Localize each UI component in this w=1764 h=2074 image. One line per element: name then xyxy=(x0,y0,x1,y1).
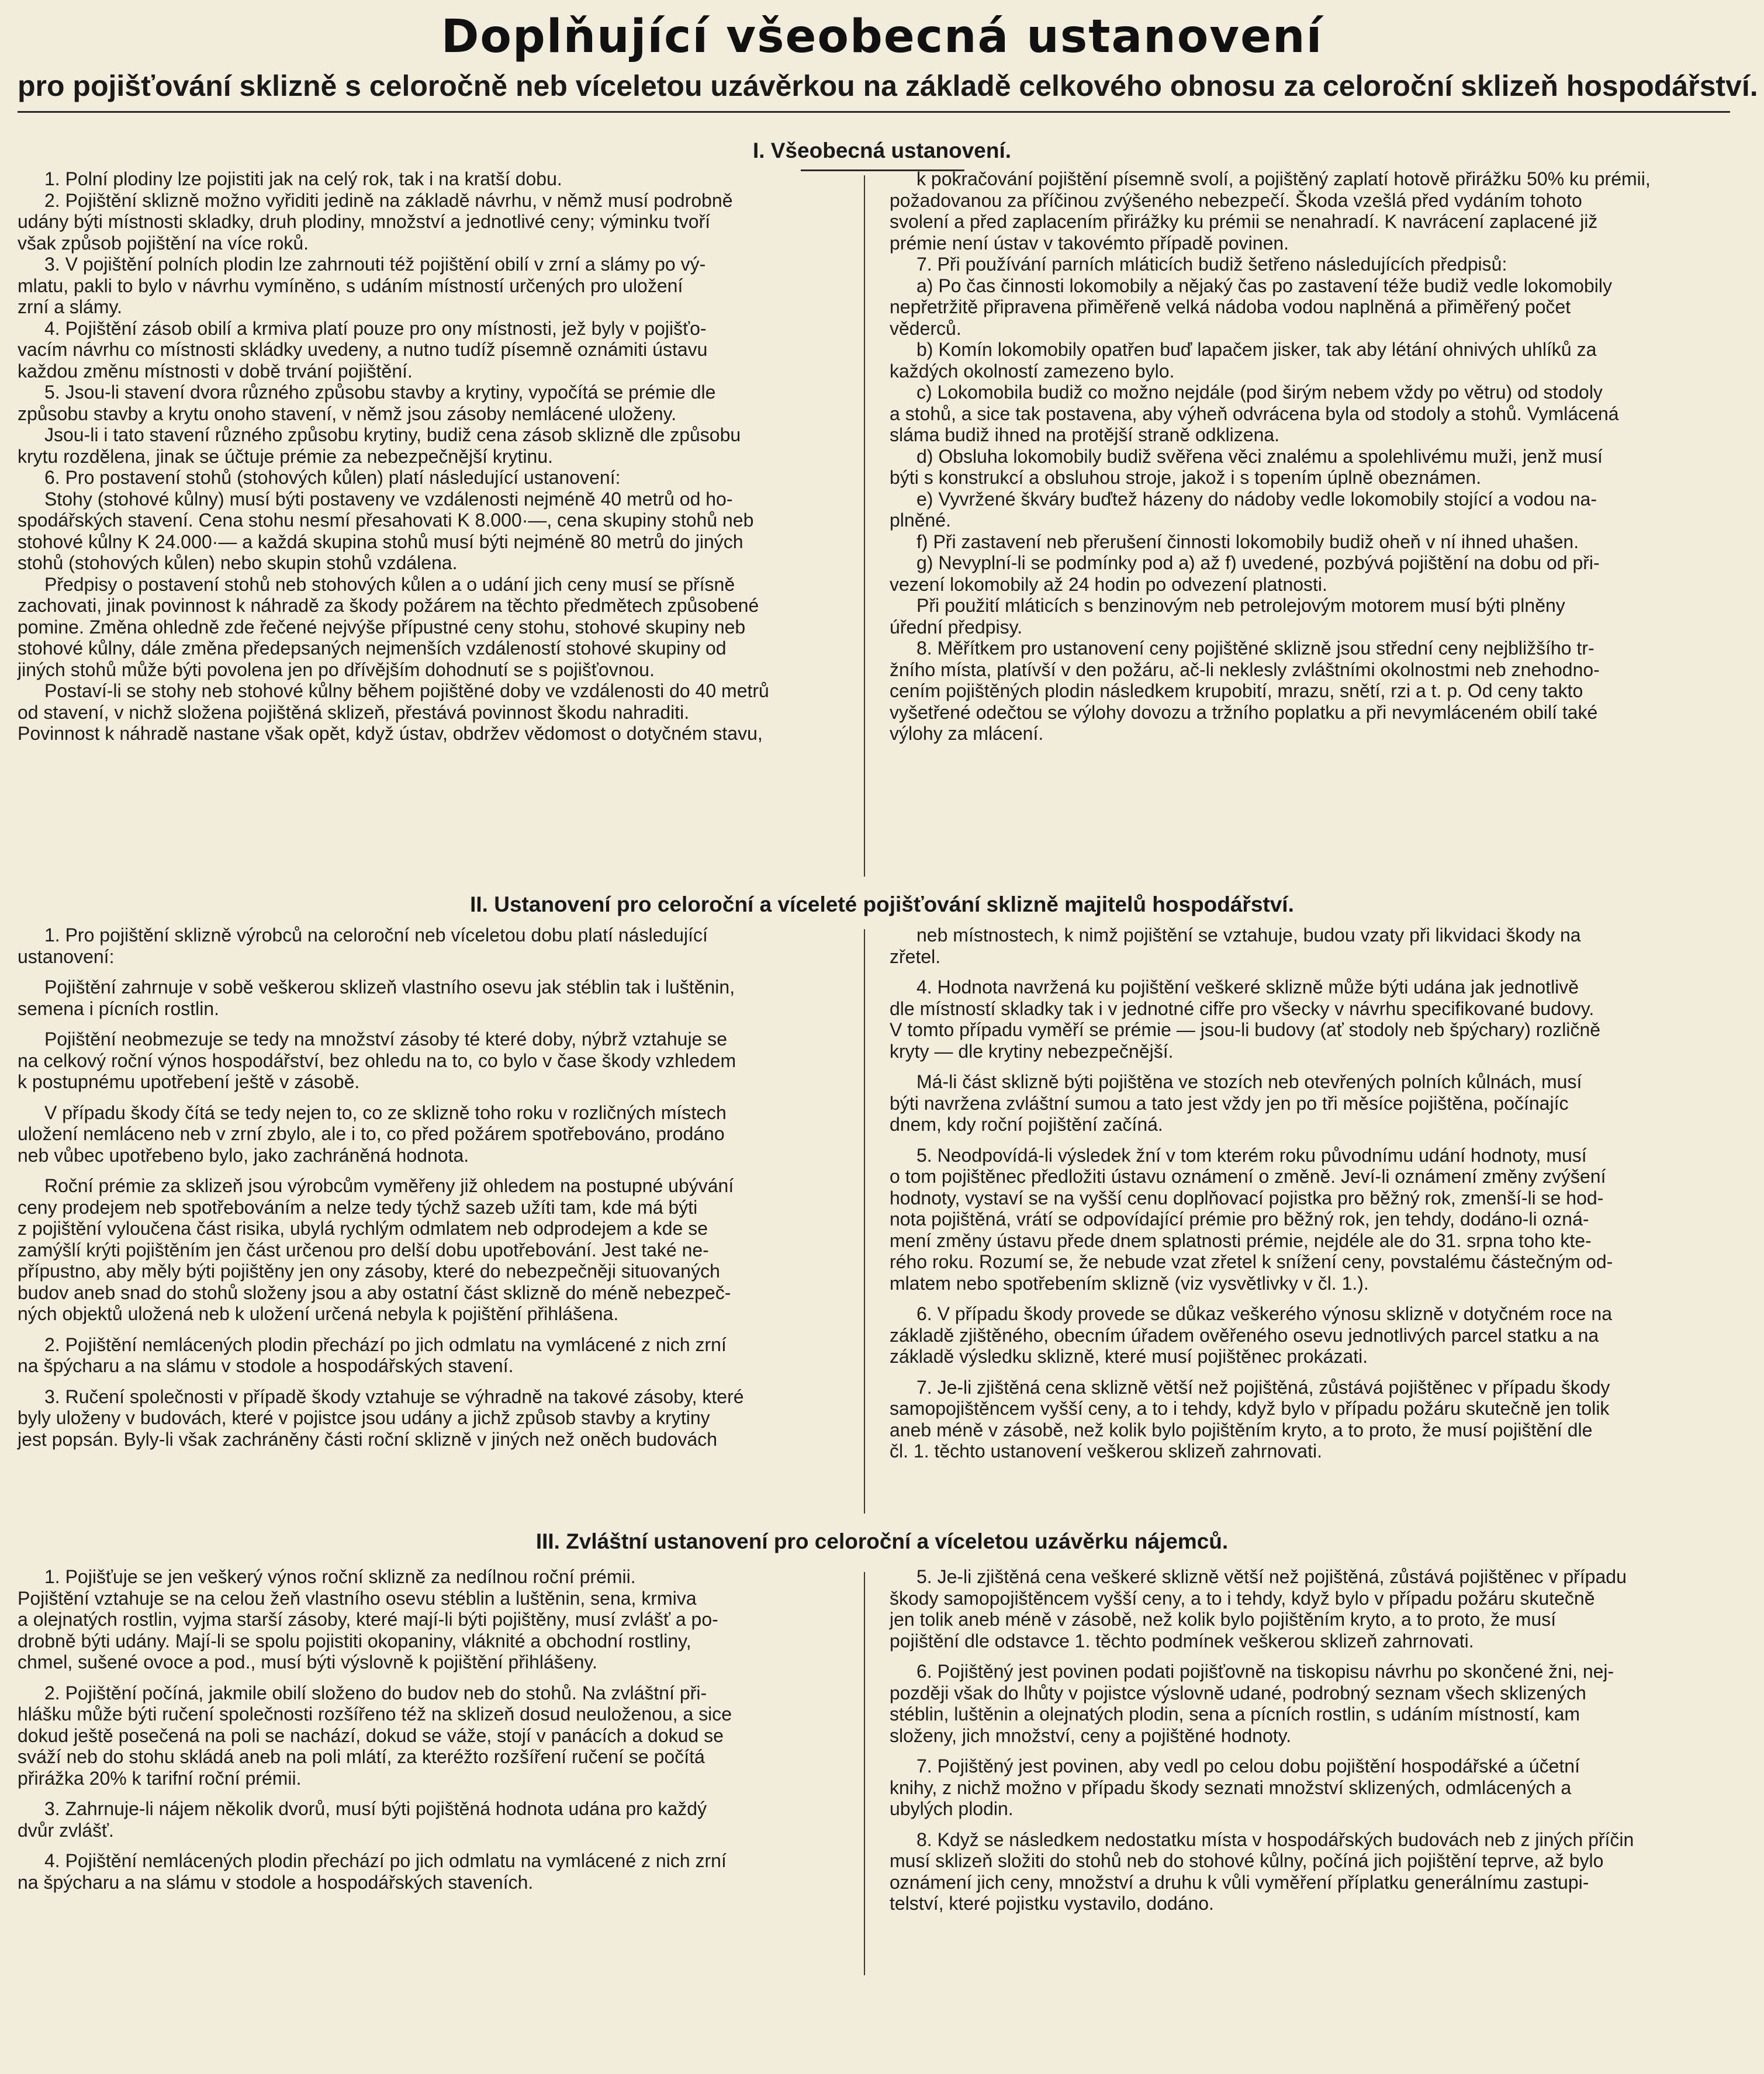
section-3-left-paragraph: 4. Pojištění nemlácených plodin přechází po jich odmlatu na vymlácené z nich zrní na špýcharu a na slámu v stodole a hospodářských staveních. xyxy=(18,1850,727,1893)
section-3-right-paragraph: 5. Je-li zjištěná cena veškeré sklizně větší než pojištěná, zůstává pojištěnec v případu škody samopojištěncem vyšší ceny, a to i tehdy, když bylo v případu požáru skutečně jen tolik aneb méně v zásobě, než kolik bylo pojištěním kryto, a to proto, že musí pojištění dle odstavce 1. těchto podmínek veškerou sklizeň zahrnovati. xyxy=(890,1566,1627,1651)
section-3-right-paragraph: 7. Pojištěný jest povinen, aby vedl po celou dobu pojištění hospodářské a účetní knihy, z nichž možno v případu škody seznati množství sklizených, odmlácených a ubylých plodin. xyxy=(890,1756,1580,1819)
section-3-heading: III. Zvláštní ustanovení pro celoroční a víceletou uzávěrku nájemců. xyxy=(535,1529,1229,1553)
section-1-right-paragraph: k pokračování pojištění písemně svolí, a pojištěný zaplatí hotově přirážku 50% ku prémii, požadovanou za příčinou zvýšeného nebezpečí. Škoda vzešlá před vydáním tohoto svolení a před zaplacením přirážky ku prémii se nenahradí. K navrácení zaplacené již prémie není ústav v takovémto případě povinen. xyxy=(890,168,1651,254)
section-1-right-paragraph: c) Lokomobila budiž co možno nejdále (pod širým nebem vždy po větru) od stodoly a stohů, a sice tak postavena, aby výheň odvrácena byla od stodoly a stohů. Vymlácená sláma budiž ihned na protější straně odklizena. xyxy=(890,382,1619,445)
section-3-right-column xyxy=(890,1566,1724,1914)
section-1-right-paragraph: b) Komín lokomobily opatřen buď lapačem jisker, tak aby létání ohnivých uhlíků za každých okolností zamezeno bylo. xyxy=(890,339,1597,382)
section-2-right-paragraph: Má-li část sklizně býti pojištěna ve stozích neb otevřených polních kůlnách, musí býti navržena zvláštní sumou a tato jest vždy jen po tři měsíce pojištěna, počínajíc dnem, kdy roční pojištění začíná. xyxy=(890,1071,1582,1135)
section-1-right-paragraph: g) Nevyplní-li se podmínky pod a) až f) uvedené, pozbývá pojištění na dobu od při- vezení lokomobily až 24 hodin po odvezení platnosti. xyxy=(890,552,1600,595)
section-1-left-paragraph: 4. Pojištění zásob obilí a krmiva platí pouze pro ony místnosti, jež byly v pojišťo- vacím návrhu co místnosti skládky uvedeny, a nutno tudíž písemně oznámiti ústavu každou změnu místnosti v době trvání pojištění. xyxy=(18,317,708,382)
section-2-right-paragraph: neb místnostech, k nimž pojištění se vztahuje, budou vzaty při likvidaci škody na zřetel. xyxy=(890,925,1581,967)
section-2-left-paragraph: Roční prémie za sklizeň jsou výrobcům vyměřeny již ohledem na postupné ubývání ceny prodejem neb spotřebováním a nelze tedy týchž sazeb užíti tam, kde má býti z pojištění vyloučena část risika, ubylá rychlým odmlatem neb odprodejem a kde se zamýšlí krýti pojištěním jen část určenou pro delší dobu upotřebování. Jest také ne- přípustno, aby měly býti pojištěny jen ony zásoby, které do nebezpečněji situovaných budov aneb snad do stohů složeny jsou a aby ostatní část sklizně do méně nebezpeč- ných objektů uložená neb k uložení určená nebyla k pojištění přihlášena. xyxy=(18,1175,734,1324)
title-rule xyxy=(18,111,1730,113)
section-1-column-divider xyxy=(864,175,865,877)
section-2-heading: II. Ustanovení pro celoroční a víceleté pojišťování sklizně majitelů hospodářství. xyxy=(470,892,1294,916)
section-2-right-paragraph: 6. V případu škody provede se důkaz veškerého výnosu sklizně v dotyčném roce na základě zjištěného, obecním úřadem ověřeného osevu jednotlivých parcel statku a na základě výsledku sklizně, které musí pojištěnec prokázati. xyxy=(890,1303,1612,1367)
section-1-left-column xyxy=(18,168,845,745)
section-2-left-paragraph: 3. Ručení společnosti v případě škody vztahuje se výhradně na takové zásoby, které byly uloženy v budovách, které v pojistce jsou udány a jichž způsob stavby a krytiny jest popsán. Byly-li však zachráněny části roční sklizně v jiných než oněch budovách xyxy=(18,1386,744,1450)
section-1-right-paragraph: e) Vyvržené škváry buďtež házeny do nádoby vedle lokomobily stojící a vodou na- plněné. xyxy=(890,488,1597,531)
section-2-right-paragraph: 5. Neodpovídá-li výsledek žní v tom kterém roku původnímu udání hodnoty, musí o tom pojištěnec předložiti ústavu oznámení o změně. Jeví-li oznámení změny zvýšení hodnoty, vystaví se na vyšší cenu doplňovací pojistka pro běžný rok, zmenší-li se hod- nota pojištěná, vrátí se odpovídající prémie pro běžný rok, jen tehdy, dodáno-li ozná- mení změny ústavu přede dnem splatnosti prémie, nejdéle ale do 31. srpna toho kte- rého roku. Rozumí se, že nebude vzat zřetel k snížení ceny, povstalému částečným od- mlatem nebo spotřebením sklizně (viz vysvětlivky v čl. 1.). xyxy=(890,1144,1613,1294)
section-3-left-column xyxy=(18,1566,845,1893)
section-1-right-paragraph: d) Obsluha lokomobily budiž svěřena věci znalému a spolehlivému muži, jenž musí býti s konstrukcí a obsluhou stroje, jakož i s topením úplně obeznámen. xyxy=(890,445,1603,488)
section-2-left-column xyxy=(18,925,845,1450)
section-1-right-paragraph: 8. Měřítkem pro ustanovení ceny pojištěné sklizně jsou střední ceny nejbližšího tr- žního místa, platívší v den požáru, ač-li neklesly zvláštními okolnostmi neb znehodno- cením pojištěných plodin následkem krupobití, mrazu, snětí, rzi a t. p. Od ceny takto vyšetřené odečtou se výlohy dovozu a tržního poplatku a při nevymláceném obilí také výlohy za mlácení. xyxy=(890,638,1600,744)
section-1-left-paragraph: Předpisy o postavení stohů neb stohových kůlen a o udání jich ceny musí se přísně zachovati, jinak povinnost k náhradě za škody požárem na těchto předmětech způsobené pomine. Změna ohledně zde řečené nejvýše přípustné ceny stohu, stohové skupiny neb stohové kůlny, dále změna předepsaných nejmenších vzdáleností stohové skupiny od jiných stohů může býti povolena jen po dřívějším dohodnutí se s pojišťovnou. xyxy=(18,573,759,680)
section-1-left-paragraph: 3. V pojištění polních plodin lze zahrnouti též pojištění obilí v zrní a slámy po vý- mlatu, pakli to bylo v návrhu vymíněno, s udáním místností určených pro uložení zrní a slámy. xyxy=(18,254,706,317)
document-title: Doplňující všeobecná ustanovení xyxy=(441,11,1323,63)
section-3-left-paragraph: 1. Pojišťuje se jen veškerý výnos roční sklizně za nedílnou roční prémii. Pojištění vztahuje se na celou žeň vlastního osevu stéblin a luštěnin, sena, krmiva a olejnatých rostlin, vyjma starší zásoby, které mají-li býti pojištěny, musí zvlášť a po- drobně býti udány. Mají-li se spolu pojistiti okopaniny, vláknité a obchodní rostliny, chmel, sušené ovoce a pod., musí býti výslovně k pojištění přihlášeny. xyxy=(18,1566,718,1673)
section-1-left-paragraph: Postaví-li se stohy neb stohové kůlny během pojištěné doby ve vzdálenosti do 40 metrů od stavení, v nichž složena pojištěná sklizeň, přestává povinnost škodu nahraditi. Povinnost k náhradě nastane však opět, když ústav, obdržev vědomost o dotyčném stavu, xyxy=(18,680,769,744)
section-1-left-paragraph: 6. Pro postavení stohů (stohových kůlen) platí následující ustanovení: xyxy=(44,467,621,488)
section-2-left-paragraph: Pojištění neobmezuje se tedy na množství zásoby té které doby, nýbrž vztahuje se na celkový roční výnos hospodářství, bez ohledu na to, co bylo v čase škody vzhledem k postupnému upotřebení ještě v zásobě. xyxy=(18,1029,736,1092)
section-2-column-divider xyxy=(864,929,865,1514)
section-3-column-divider xyxy=(864,1572,865,1975)
section-1-left-paragraph: Jsou-li i tato stavení různého způsobu krytiny, budiž cena zásob sklizně dle způsobu krytu rozdělena, jinak se účtuje prémie za nebezpečnější krytinu. xyxy=(18,424,741,467)
section-2-left-paragraph: 2. Pojištění nemlácených plodin přechází po jich odmlatu na vymlácené z nich zrní na špýcharu a na slámu v stodole a hospodářských stavení. xyxy=(18,1334,727,1376)
section-2-left-paragraph: Pojištění zahrnuje v sobě veškerou sklizeň vlastního osevu jak stéblin tak i luštěnin, semena i pícních rostlin. xyxy=(18,977,735,1019)
document-subtitle: pro pojišťování sklizně s celoročně neb víceletou uzávěrkou na základě celkového obnosu za celoroční sklizeň hospodářství. xyxy=(18,70,1758,102)
section-1-right-paragraph: f) Při zastavení neb přerušení činnosti lokomobily budiž oheň v ní ihned uhašen. xyxy=(916,531,1579,552)
section-1-left-paragraph: 1. Polní plodiny lze pojistiti jak na celý rok, tak i na kratší dobu. xyxy=(44,168,562,189)
section-1-right-paragraph: a) Po čas činnosti lokomobily a nějaký čas po zastavení téže budiž vedle lokomobily nepřetržitě připravena přiměřeně velká nádoba vodou naplněná a přiměřený počet věderců. xyxy=(890,275,1612,339)
section-2-left-paragraph: V případu škody čítá se tedy nejen to, co ze sklizně toho roku v rozličných místech uložení nemláceno neb v zrní zbylo, ale i to, co před požárem spotřebováno, prodáno neb vůbec upotřebeno bylo, jako zachráněná hodnota. xyxy=(18,1102,727,1166)
section-1-left-paragraph: 5. Jsou-li stavení dvora různého způsobu stavby a krytiny, vypočítá se prémie dle způsobu stavby a krytu onoho stavení, v němž jsou zásoby nemlácené uloženy. xyxy=(18,382,716,424)
section-3-left-paragraph: 3. Zahrnuje-li nájem několik dvorů, musí býti pojištěná hodnota udána pro každý dvůr zvlášť. xyxy=(18,1798,707,1841)
section-2-left-paragraph: 1. Pro pojištění sklizně výrobců na celoroční neb víceletou dobu platí následující ustanovení: xyxy=(18,925,708,967)
section-1-right-paragraph: 7. Při používání parních mláticích budiž šetřeno následujících předpisů: xyxy=(916,254,1507,275)
section-1-heading: I. Všeobecná ustanovení. xyxy=(752,139,1012,162)
section-1-left-paragraph: 2. Pojištění sklizně možno vyřiditi jedině na základě návrhu, v němž musí podrobně udány býti místnosti skladky, druh plodiny, množství a jednotlivé ceny; výminku tvoří však způsob pojištění na více roků. xyxy=(18,189,733,254)
section-3-right-paragraph: 6. Pojištěný jest povinen podati pojišťovně na tiskopisu návrhu po skončené žni, nej- později však do lhůty v pojistce výslovně udané, podrobný seznam všech sklizených stéblin, luštěnin a olejnatých plodin, sena a pícních rostlin, s udáním místností, kam složeny, jich množství, ceny a pojištěné hodnoty. xyxy=(890,1661,1614,1746)
section-2-right-column xyxy=(890,925,1724,1462)
section-3-right-paragraph: 8. Když se následkem nedostatku místa v hospodářských budovách neb z jiných příčin musí sklizeň složiti do stohů neb do stohové kůlny, počíná jich pojištění teprve, až bylo oznámení jich ceny, množství a druhu k vůli vyměření příplatku generálnímu zastupi- telství, které pojistku vystavilo, dodáno. xyxy=(890,1829,1634,1914)
section-2-right-paragraph: 7. Je-li zjištěná cena sklizně větší než pojištěná, zůstává pojištěnec v případu škody samopojištěncem vyšší ceny, a to i tehdy, když bylo v případu požáru skutečně jen tolik aneb méně v zásobě, než kolik bylo pojištěním kryto, a to proto, že musí pojištění dle čl. 1. těchto ustanovení veškerou sklizeň zahrnovati. xyxy=(890,1376,1610,1462)
section-1-right-column xyxy=(890,168,1724,745)
section-1-left-paragraph: Stohy (stohové kůlny) musí býti postaveny ve vzdálenosti nejméně 40 metrů od ho- spodářských stavení. Cena stohu nesmí přesahovati K 8.000·—, cena skupiny stohů neb stohové kůlny K 24.000·— a každá skupina stohů musí býti nejméně 80 metrů do jiných stohů (stohových kůlen) nebo skupin stohů vzdálena. xyxy=(18,488,754,573)
section-1-right-paragraph: Při použití mláticích s benzinovým neb petrolejovým motorem musí býti plněny úřední předpisy. xyxy=(890,595,1565,638)
section-2-right-paragraph: 4. Hodnota navržená ku pojištění veškeré sklizně může býti udána jak jednotlivě dle místností skladky tak i v jednotné cifře pro všecky v návrhu specifikované budovy. V tomto případu vyměří se prémie — jsou-li budovy (ať stodoly neb špýchary) rozličně kryty — dle krytiny nebezpečnější. xyxy=(890,977,1601,1062)
section-3-left-paragraph: 2. Pojištění počíná, jakmile obilí složeno do budov neb do stohů. Na zvláštní při- hlášku může býti ručení společnosti rozšířeno též na sklizeň dosud neuloženou, a sice dokud ještě posečená na poli se nachází, dokud se váže, stojí v panácích a dokud se sváží neb do stohu skládá aneb na poli mlátí, za kteréžto rozšíření ručení se počítá přirážka 20% k tarifní roční prémii. xyxy=(18,1682,732,1789)
